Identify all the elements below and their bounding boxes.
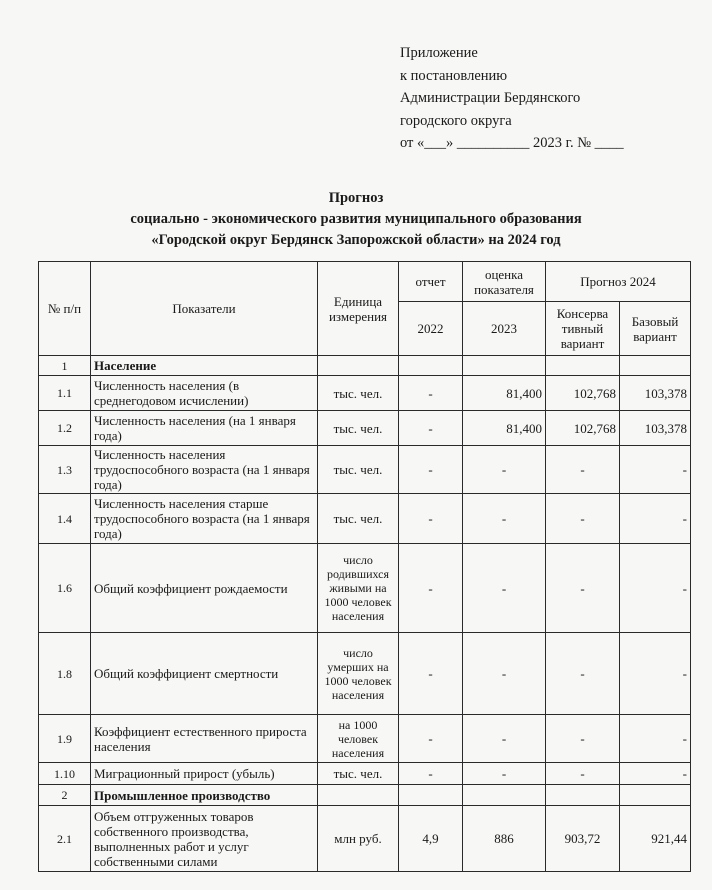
table-header-row — [39, 262, 691, 302]
row-2023: 81,400 — [463, 411, 546, 446]
row-base: - — [620, 763, 691, 785]
row-num: 1.6 — [39, 544, 91, 633]
row-num: 1.1 — [39, 376, 91, 411]
row-num: 2.1 — [39, 806, 91, 872]
row-2022: - — [399, 715, 463, 763]
row-unit — [318, 785, 399, 806]
document-title — [0, 188, 712, 251]
row-name: Коэффициент естественного прироста населения — [91, 715, 318, 763]
row-name: Объем отгруженных товаров собственного производства, выполненных работ и услуг собственными силами — [91, 806, 318, 872]
row-base: - — [620, 715, 691, 763]
row-2022 — [399, 356, 463, 376]
title-line: Прогноз — [328, 190, 384, 206]
table-row — [39, 376, 691, 411]
row-name: Общий коэффициент смертности — [91, 633, 318, 715]
table-row — [39, 544, 691, 633]
row-2023 — [463, 785, 546, 806]
row-num: 1 — [39, 356, 91, 376]
row-2023: - — [463, 446, 546, 494]
row-cons: - — [546, 633, 620, 715]
row-num: 1.9 — [39, 715, 91, 763]
header-report: отчет — [399, 262, 463, 302]
row-cons: 102,768 — [546, 411, 620, 446]
row-cons: - — [546, 494, 620, 544]
row-name: Численность населения старше трудоспособного возраста (на 1 января года) — [91, 494, 318, 544]
row-2022: - — [399, 411, 463, 446]
row-2022: - — [399, 763, 463, 785]
row-num: 2 — [39, 785, 91, 806]
row-unit: тыс. чел. — [318, 494, 399, 544]
row-base: - — [620, 544, 691, 633]
row-unit: число умерших на 1000 человек населения — [318, 633, 399, 715]
table-row — [39, 785, 691, 806]
row-base: - — [620, 446, 691, 494]
row-cons: 903,72 — [546, 806, 620, 872]
row-cons: - — [546, 446, 620, 494]
row-cons: 102,768 — [546, 376, 620, 411]
row-num: 1.10 — [39, 763, 91, 785]
row-base: - — [620, 633, 691, 715]
appendix-block — [400, 42, 624, 155]
table-row — [39, 806, 691, 872]
row-2023: 81,400 — [463, 376, 546, 411]
header-base: Базовый вариант — [620, 302, 691, 356]
row-name: Население — [91, 356, 318, 376]
header-unit: Единица измерения — [318, 262, 399, 356]
row-2022: - — [399, 446, 463, 494]
title-line: социально - экономического развития муниципального образования — [130, 211, 582, 227]
row-base: 921,44 — [620, 806, 691, 872]
row-name: Численность населения (в среднегодовом исчислении) — [91, 376, 318, 411]
header-num: № п/п — [39, 262, 91, 356]
row-base — [620, 785, 691, 806]
table-row — [39, 633, 691, 715]
row-2023: - — [463, 633, 546, 715]
table-row — [39, 494, 691, 544]
row-2022: - — [399, 494, 463, 544]
row-2023: - — [463, 715, 546, 763]
row-cons: - — [546, 544, 620, 633]
row-unit: тыс. чел. — [318, 411, 399, 446]
table-row — [39, 715, 691, 763]
row-cons — [546, 785, 620, 806]
appendix-line: от «___» __________ 2023 г. № ____ — [400, 135, 624, 151]
appendix-line: Приложение — [400, 45, 478, 61]
row-unit: тыс. чел. — [318, 763, 399, 785]
row-name: Численность населения трудоспособного возраста (на 1 января года) — [91, 446, 318, 494]
row-base: 103,378 — [620, 411, 691, 446]
row-2023: - — [463, 494, 546, 544]
row-unit: тыс. чел. — [318, 376, 399, 411]
row-base: 103,378 — [620, 376, 691, 411]
row-num: 1.4 — [39, 494, 91, 544]
row-cons: - — [546, 763, 620, 785]
appendix-line: Администрации Бердянского — [400, 90, 581, 106]
row-base — [620, 356, 691, 376]
header-indicator: Показатели — [91, 262, 318, 356]
row-base: - — [620, 494, 691, 544]
row-name: Промышленное производство — [91, 785, 318, 806]
row-unit: млн руб. — [318, 806, 399, 872]
row-2022 — [399, 785, 463, 806]
row-num: 1.8 — [39, 633, 91, 715]
header-report-year: 2022 — [399, 302, 463, 356]
header-estimate: оценка показателя — [463, 262, 546, 302]
table-row — [39, 763, 691, 785]
appendix-line: городского округа — [400, 112, 512, 129]
row-num: 1.2 — [39, 411, 91, 446]
row-unit: на 1000 человек населения — [318, 715, 399, 763]
title-line: «Городской округ Бердянск Запорожской области» на 2024 год — [151, 232, 561, 248]
row-unit: число родившихся живыми на 1000 человек населения — [318, 544, 399, 633]
table-row — [39, 411, 691, 446]
row-2022: - — [399, 376, 463, 411]
row-cons: - — [546, 715, 620, 763]
row-2023: 886 — [463, 806, 546, 872]
row-2023: - — [463, 763, 546, 785]
table-row — [39, 446, 691, 494]
row-cons — [546, 356, 620, 376]
row-name: Численность населения (на 1 января года) — [91, 411, 318, 446]
appendix-line: к постановлению — [400, 67, 508, 84]
row-num: 1.3 — [39, 446, 91, 494]
row-unit — [318, 356, 399, 376]
table-row — [39, 356, 691, 376]
row-2022: - — [399, 544, 463, 633]
forecast-table — [38, 261, 691, 872]
header-forecast: Прогноз 2024 — [546, 262, 691, 302]
row-2022: 4,9 — [399, 806, 463, 872]
row-2023: - — [463, 544, 546, 633]
header-conservative: Консерва тивный вариант — [546, 302, 620, 356]
row-name: Общий коэффициент рождаемости — [91, 544, 318, 633]
header-estimate-year: 2023 — [463, 302, 546, 356]
row-2022: - — [399, 633, 463, 715]
row-2023 — [463, 356, 546, 376]
row-name: Миграционный прирост (убыль) — [91, 763, 318, 785]
row-unit: тыс. чел. — [318, 446, 399, 494]
